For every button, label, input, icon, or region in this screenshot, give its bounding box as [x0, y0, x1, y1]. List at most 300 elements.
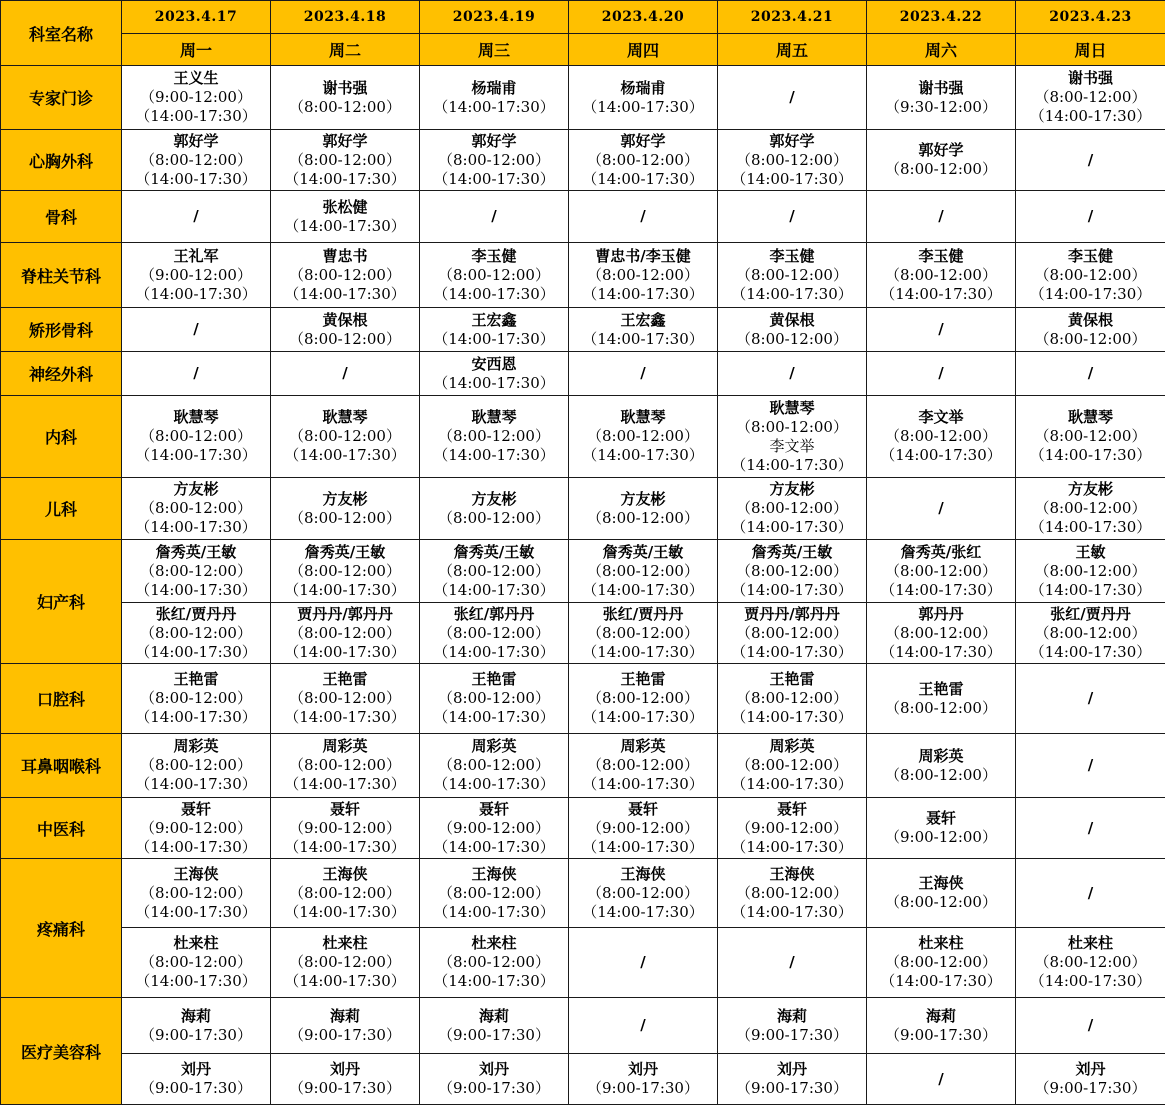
time-slot: （14:00-17:30）: [718, 838, 866, 857]
doctor-name: 贾丹丹/郭丹丹: [718, 605, 866, 624]
date-header: 2023.4.17: [122, 1, 271, 34]
schedule-cell: [122, 66, 271, 130]
time-slot: （14:00-17:30）: [271, 775, 419, 794]
schedule-cell: [1016, 664, 1165, 734]
time-slot: （8:00-12:00）: [718, 330, 866, 349]
doctor-name: /: [718, 207, 866, 226]
schedule-cell: [867, 859, 1016, 928]
schedule-cell: [420, 859, 569, 928]
schedule-cell: [122, 308, 271, 352]
schedule-cell: [420, 478, 569, 540]
doctor-name: 张松健: [271, 198, 419, 217]
time-slot: （14:00-17:30）: [420, 708, 568, 727]
doctor-name: /: [718, 364, 866, 383]
doctor-name: /: [867, 1070, 1015, 1089]
time-slot: （14:00-17:30）: [569, 838, 717, 857]
schedule-cell: [122, 664, 271, 734]
doctor-name: 王艳雷: [420, 670, 568, 689]
time-slot: （8:00-12:00）: [867, 266, 1015, 285]
schedule-cell: [867, 308, 1016, 352]
department-name: 矫形骨科: [1, 308, 122, 352]
schedule-cell: [718, 478, 867, 540]
time-slot: （14:00-17:30）: [271, 972, 419, 991]
schedule-cell: [420, 352, 569, 396]
time-slot: （14:00-17:30）: [1016, 446, 1165, 465]
weekday-header: 周二: [271, 34, 420, 66]
schedule-cell: [718, 928, 867, 998]
schedule-cell: [271, 859, 420, 928]
time-slot: （8:00-12:00）: [420, 689, 568, 708]
schedule-cell: [1016, 308, 1165, 352]
schedule-cell: [718, 396, 867, 478]
time-slot: （8:00-12:00）: [1016, 88, 1165, 107]
schedule-cell: [122, 859, 271, 928]
doctor-name: /: [718, 88, 866, 107]
doctor-name: 王义生: [122, 69, 270, 88]
schedule-cell: [1016, 66, 1165, 130]
time-slot: （14:00-17:30）: [718, 581, 866, 600]
time-slot: （8:00-12:00）: [271, 562, 419, 581]
time-slot: （8:00-12:00）: [420, 624, 568, 643]
doctor-name: 詹秀英/张红: [867, 543, 1015, 562]
schedule-cell: [271, 478, 420, 540]
time-slot: （8:00-12:00）: [271, 756, 419, 775]
doctor-name: 郭好学: [420, 132, 568, 151]
time-slot: （9:00-17:30）: [271, 1026, 419, 1045]
time-slot: （14:00-17:30）: [420, 775, 568, 794]
doctor-name: 杨瑞甫: [569, 79, 717, 98]
date-header: 2023.4.23: [1016, 1, 1165, 34]
time-slot: （8:00-12:00）: [420, 151, 568, 170]
schedule-cell: [1016, 540, 1165, 603]
schedule-cell: [420, 1054, 569, 1105]
doctor-name: 耿慧琴: [271, 408, 419, 427]
schedule-cell: [569, 664, 718, 734]
doctor-name: 耿慧琴: [1016, 408, 1165, 427]
schedule-cell: [569, 396, 718, 478]
doctor-name: 海莉: [718, 1007, 866, 1026]
schedule-cell: [1016, 859, 1165, 928]
time-slot: （14:00-17:30）: [718, 285, 866, 304]
time-slot: （9:00-17:30）: [122, 1026, 270, 1045]
schedule-cell: [867, 396, 1016, 478]
doctor-name: 贾丹丹/郭丹丹: [271, 605, 419, 624]
time-slot: （8:00-12:00）: [122, 756, 270, 775]
doctor-name: /: [271, 364, 419, 383]
time-slot: （8:00-12:00）: [1016, 427, 1165, 446]
department-name: 神经外科: [1, 352, 122, 396]
doctor-name: 王海侠: [867, 874, 1015, 893]
doctor-name: 聂轩: [271, 800, 419, 819]
doctor-name: /: [569, 953, 717, 972]
schedule-cell: [271, 798, 420, 859]
time-slot: （8:00-12:00）: [1016, 953, 1165, 972]
doctor-name: 王海侠: [122, 865, 270, 884]
schedule-cell: [569, 928, 718, 998]
doctor-name: 方友彬: [569, 490, 717, 509]
date-header: 2023.4.21: [718, 1, 867, 34]
schedule-cell: [271, 352, 420, 396]
time-slot: （14:00-17:30）: [569, 708, 717, 727]
schedule-cell: [569, 540, 718, 603]
doctor-name: 杨瑞甫: [420, 79, 568, 98]
doctor-name: 王敏: [1016, 543, 1165, 562]
doctor-name: 詹秀英/王敏: [122, 543, 270, 562]
date-header: 2023.4.20: [569, 1, 718, 34]
doctor-name: /: [569, 364, 717, 383]
time-slot: （14:00-17:30）: [122, 775, 270, 794]
doctor-name: 曹忠书/李玉健: [569, 247, 717, 266]
time-slot: （8:00-12:00）: [569, 509, 717, 528]
doctor-name: /: [1016, 689, 1165, 708]
schedule-cell: [122, 928, 271, 998]
time-slot: （8:00-12:00）: [420, 756, 568, 775]
time-slot: （8:00-12:00）: [867, 893, 1015, 912]
time-slot: （8:00-12:00）: [569, 562, 717, 581]
schedule-cell: [718, 540, 867, 603]
time-slot: （14:00-17:30）: [718, 903, 866, 922]
schedule-row: [1, 859, 1165, 928]
doctor-name: 李玉健: [718, 247, 866, 266]
time-slot: （9:00-17:30）: [420, 1026, 568, 1045]
time-slot: （8:00-12:00）: [122, 689, 270, 708]
department-name: 妇产科: [1, 540, 122, 664]
schedule-cell: [271, 998, 420, 1054]
schedule-cell: [569, 66, 718, 130]
schedule-cell: [569, 191, 718, 243]
schedule-row: [1, 1054, 1165, 1105]
schedule-cell: [271, 928, 420, 998]
time-slot: （8:00-12:00）: [569, 624, 717, 643]
time-slot: （14:00-17:30）: [420, 170, 568, 189]
doctor-name: 郭好学: [271, 132, 419, 151]
doctor-name: 刘丹: [718, 1060, 866, 1079]
time-slot: （14:00-17:30）: [718, 775, 866, 794]
time-slot: （8:00-12:00）: [867, 953, 1015, 972]
schedule-cell: [122, 734, 271, 798]
time-slot: （8:00-12:00）: [271, 509, 419, 528]
schedule-cell: [718, 1054, 867, 1105]
schedule-cell: [271, 540, 420, 603]
schedule-cell: [420, 396, 569, 478]
doctor-name: 王艳雷: [271, 670, 419, 689]
schedule-cell: [420, 928, 569, 998]
time-slot: （14:00-17:30）: [122, 170, 270, 189]
doctor-name: 聂轩: [718, 800, 866, 819]
doctor-name: 海莉: [271, 1007, 419, 1026]
department-name: 专家门诊: [1, 66, 122, 130]
schedule-cell: [867, 243, 1016, 308]
schedule-cell: [1016, 191, 1165, 243]
time-slot: （9:00-17:30）: [122, 1079, 270, 1098]
time-slot: （8:00-12:00）: [718, 418, 866, 437]
doctor-name: 杜来柱: [271, 934, 419, 953]
doctor-name: 谢书强: [271, 79, 419, 98]
time-slot: （14:00-17:30）: [122, 285, 270, 304]
doctor-name: 聂轩: [420, 800, 568, 819]
time-slot: （14:00-17:30）: [569, 285, 717, 304]
doctor-name: 王宏鑫: [569, 311, 717, 330]
time-slot: （14:00-17:30）: [420, 285, 568, 304]
schedule-cell: [420, 191, 569, 243]
time-slot: （14:00-17:30）: [420, 581, 568, 600]
time-slot: （8:00-12:00）: [271, 427, 419, 446]
doctor-name: /: [420, 207, 568, 226]
time-slot: （14:00-17:30）: [420, 972, 568, 991]
schedule-cell: [569, 603, 718, 664]
schedule-cell: [420, 603, 569, 664]
doctor-name: 詹秀英/王敏: [569, 543, 717, 562]
doctor-name: 方友彬: [420, 490, 568, 509]
time-slot: （8:00-12:00）: [569, 427, 717, 446]
schedule-cell: [420, 664, 569, 734]
time-slot: （8:00-12:00）: [569, 884, 717, 903]
schedule-cell: [867, 352, 1016, 396]
time-slot: （8:00-12:00）: [718, 266, 866, 285]
time-slot: （9:00-17:30）: [718, 1079, 866, 1098]
time-slot: （8:00-12:00）: [122, 151, 270, 170]
doctor-name: 刘丹: [271, 1060, 419, 1079]
department-name: 心胸外科: [1, 130, 122, 191]
time-slot: （9:00-17:30）: [420, 1079, 568, 1098]
time-slot: （14:00-17:30）: [867, 972, 1015, 991]
time-slot: （14:00-17:30）: [271, 446, 419, 465]
schedule-row: [1, 130, 1165, 191]
time-slot: （8:00-12:00）: [271, 151, 419, 170]
time-slot: （8:00-12:00）: [271, 689, 419, 708]
weekday-header: 周五: [718, 34, 867, 66]
doctor-name: 王海侠: [569, 865, 717, 884]
time-slot: （9:00-12:00）: [271, 819, 419, 838]
time-slot: （14:00-17:30）: [420, 903, 568, 922]
department-name: 骨科: [1, 191, 122, 243]
time-slot: （8:00-12:00）: [420, 266, 568, 285]
doctor-name: 杜来柱: [867, 934, 1015, 953]
schedule-cell: [867, 603, 1016, 664]
department-name: 中医科: [1, 798, 122, 859]
schedule-cell: [122, 243, 271, 308]
schedule-cell: [867, 191, 1016, 243]
header-row-dates: [1, 1, 1165, 34]
doctor-name: /: [867, 364, 1015, 383]
schedule-cell: [420, 243, 569, 308]
time-slot: （14:00-17:30）: [718, 643, 866, 662]
department-name: 医疗美容科: [1, 998, 122, 1105]
schedule-cell: [420, 798, 569, 859]
time-slot: （8:00-12:00）: [867, 766, 1015, 785]
schedule-cell: [569, 308, 718, 352]
doctor-name: 曹忠书: [271, 247, 419, 266]
schedule-cell: [867, 798, 1016, 859]
doctor-name: 杜来柱: [420, 934, 568, 953]
schedule-cell: [867, 734, 1016, 798]
time-slot: （8:00-12:00）: [420, 953, 568, 972]
schedule-cell: [718, 130, 867, 191]
time-slot: （9:00-17:30）: [718, 1026, 866, 1045]
time-slot: （14:00-17:30）: [420, 374, 568, 393]
time-slot: （9:30-12:00）: [867, 98, 1015, 117]
schedule-cell: [867, 66, 1016, 130]
schedule-cell: [271, 191, 420, 243]
schedule-cell: [271, 243, 420, 308]
schedule-cell: [867, 928, 1016, 998]
time-slot: （8:00-12:00）: [718, 756, 866, 775]
time-slot: （9:00-17:30）: [1016, 1079, 1165, 1098]
time-slot: （14:00-17:30）: [122, 518, 270, 537]
time-slot: （9:00-12:00）: [718, 819, 866, 838]
doctor-name: /: [1016, 756, 1165, 775]
doctor-name: 王海侠: [271, 865, 419, 884]
time-slot: （14:00-17:30）: [122, 107, 270, 126]
doctor-name: 詹秀英/王敏: [420, 543, 568, 562]
schedule-cell: [1016, 603, 1165, 664]
time-slot: （14:00-17:30）: [1016, 581, 1165, 600]
schedule-cell: [1016, 243, 1165, 308]
department-name: 口腔科: [1, 664, 122, 734]
schedule-cell: [271, 308, 420, 352]
weekday-header: 周三: [420, 34, 569, 66]
doctor-name: /: [1016, 884, 1165, 903]
schedule-cell: [1016, 798, 1165, 859]
doctor-name: 海莉: [867, 1007, 1015, 1026]
time-slot: （14:00-17:30）: [122, 708, 270, 727]
schedule-row: [1, 478, 1165, 540]
time-slot: （8:00-12:00）: [271, 98, 419, 117]
time-slot: （14:00-17:30）: [1016, 643, 1165, 662]
time-slot: （14:00-17:30）: [271, 217, 419, 236]
schedule-cell: [569, 734, 718, 798]
schedule-cell: [867, 998, 1016, 1054]
time-slot: （8:00-12:00）: [420, 884, 568, 903]
doctor-name: 黄保根: [271, 311, 419, 330]
schedule-cell: [122, 540, 271, 603]
time-slot: （8:00-12:00）: [122, 953, 270, 972]
schedule-cell: [271, 734, 420, 798]
weekday-header: 周日: [1016, 34, 1165, 66]
time-slot: （14:00-17:30）: [420, 838, 568, 857]
time-slot: （8:00-12:00）: [122, 562, 270, 581]
time-slot: （14:00-17:30）: [1016, 285, 1165, 304]
doctor-name: 郭好学: [122, 132, 270, 151]
time-slot: （14:00-17:30）: [420, 643, 568, 662]
time-slot: （8:00-12:00）: [867, 624, 1015, 643]
doctor-name: 耿慧琴: [718, 399, 866, 418]
schedule-cell: [569, 798, 718, 859]
schedule-cell: [122, 1054, 271, 1105]
time-slot: （14:00-17:30）: [271, 708, 419, 727]
schedule-cell: [271, 130, 420, 191]
doctor-name: /: [1016, 364, 1165, 383]
schedule-cell: [1016, 352, 1165, 396]
schedule-cell: [122, 998, 271, 1054]
doctor-name: 王宏鑫: [420, 311, 568, 330]
schedule-row: [1, 352, 1165, 396]
doctor-name: 方友彬: [1016, 480, 1165, 499]
time-slot: （14:00-17:30）: [122, 838, 270, 857]
doctor-name: 聂轩: [569, 800, 717, 819]
weekday-header: 周六: [867, 34, 1016, 66]
doctor-name: 张红/贾丹丹: [1016, 605, 1165, 624]
schedule-row: [1, 243, 1165, 308]
time-slot: （8:00-12:00）: [271, 624, 419, 643]
schedule-cell: [718, 243, 867, 308]
time-slot: （8:00-12:00）: [569, 266, 717, 285]
doctor-name: 杜来柱: [122, 934, 270, 953]
schedule-row: [1, 396, 1165, 478]
time-slot: （9:00-12:00）: [867, 828, 1015, 847]
doctor-name: 李玉健: [867, 247, 1015, 266]
schedule-cell: [420, 130, 569, 191]
doctor-name: 海莉: [122, 1007, 270, 1026]
doctor-name: 刘丹: [122, 1060, 270, 1079]
schedule-row: [1, 603, 1165, 664]
time-slot: （9:00-12:00）: [122, 88, 270, 107]
doctor-name: 詹秀英/王敏: [271, 543, 419, 562]
time-slot: （9:00-17:30）: [867, 1026, 1015, 1045]
schedule-cell: [271, 66, 420, 130]
schedule-cell: [718, 798, 867, 859]
time-slot: （14:00-17:30）: [569, 643, 717, 662]
schedule-cell: [420, 540, 569, 603]
schedule-cell: [718, 998, 867, 1054]
time-slot: （14:00-17:30）: [420, 330, 568, 349]
time-slot: （8:00-12:00）: [271, 953, 419, 972]
time-slot: （14:00-17:30）: [271, 170, 419, 189]
time-slot: （14:00-17:30）: [569, 446, 717, 465]
time-slot: （14:00-17:30）: [867, 643, 1015, 662]
schedule-row: [1, 928, 1165, 998]
time-slot: （8:00-12:00）: [718, 689, 866, 708]
time-slot: （14:00-17:30）: [122, 581, 270, 600]
doctor-name: 王艳雷: [718, 670, 866, 689]
time-slot: （14:00-17:30）: [718, 708, 866, 727]
doctor-name: 耿慧琴: [122, 408, 270, 427]
time-slot: （14:00-17:30）: [718, 170, 866, 189]
schedule-cell: [271, 603, 420, 664]
doctor-name: /: [122, 364, 270, 383]
schedule-cell: [718, 859, 867, 928]
time-slot: （14:00-17:30）: [271, 285, 419, 304]
time-slot: （8:00-12:00）: [420, 509, 568, 528]
schedule-cell: [122, 191, 271, 243]
time-slot: （8:00-12:00）: [718, 499, 866, 518]
schedule-cell: [1016, 928, 1165, 998]
doctor-name: 张红/贾丹丹: [569, 605, 717, 624]
doctor-name: 郭丹丹: [867, 605, 1015, 624]
schedule-cell: [1016, 396, 1165, 478]
schedule-cell: [1016, 734, 1165, 798]
schedule-cell: [569, 130, 718, 191]
header-row-weekdays: [1, 34, 1165, 66]
time-slot: （8:00-12:00）: [1016, 330, 1165, 349]
time-slot: （9:00-17:30）: [569, 1079, 717, 1098]
doctor-name: /: [122, 207, 270, 226]
schedule-cell: [718, 66, 867, 130]
time-slot: （8:00-12:00）: [271, 330, 419, 349]
time-slot: （14:00-17:30）: [867, 285, 1015, 304]
time-slot: （14:00-17:30）: [1016, 107, 1165, 126]
schedule-row: [1, 734, 1165, 798]
doctor-name: 郭好学: [569, 132, 717, 151]
time-slot: （14:00-17:30）: [718, 518, 866, 537]
department-name: 儿科: [1, 478, 122, 540]
schedule-cell: [569, 1054, 718, 1105]
doctor-name: /: [1016, 207, 1165, 226]
doctor-name: 周彩英: [122, 737, 270, 756]
time-slot: （14:00-17:30）: [569, 170, 717, 189]
time-slot: （9:00-17:30）: [271, 1079, 419, 1098]
weekday-header: 周一: [122, 34, 271, 66]
